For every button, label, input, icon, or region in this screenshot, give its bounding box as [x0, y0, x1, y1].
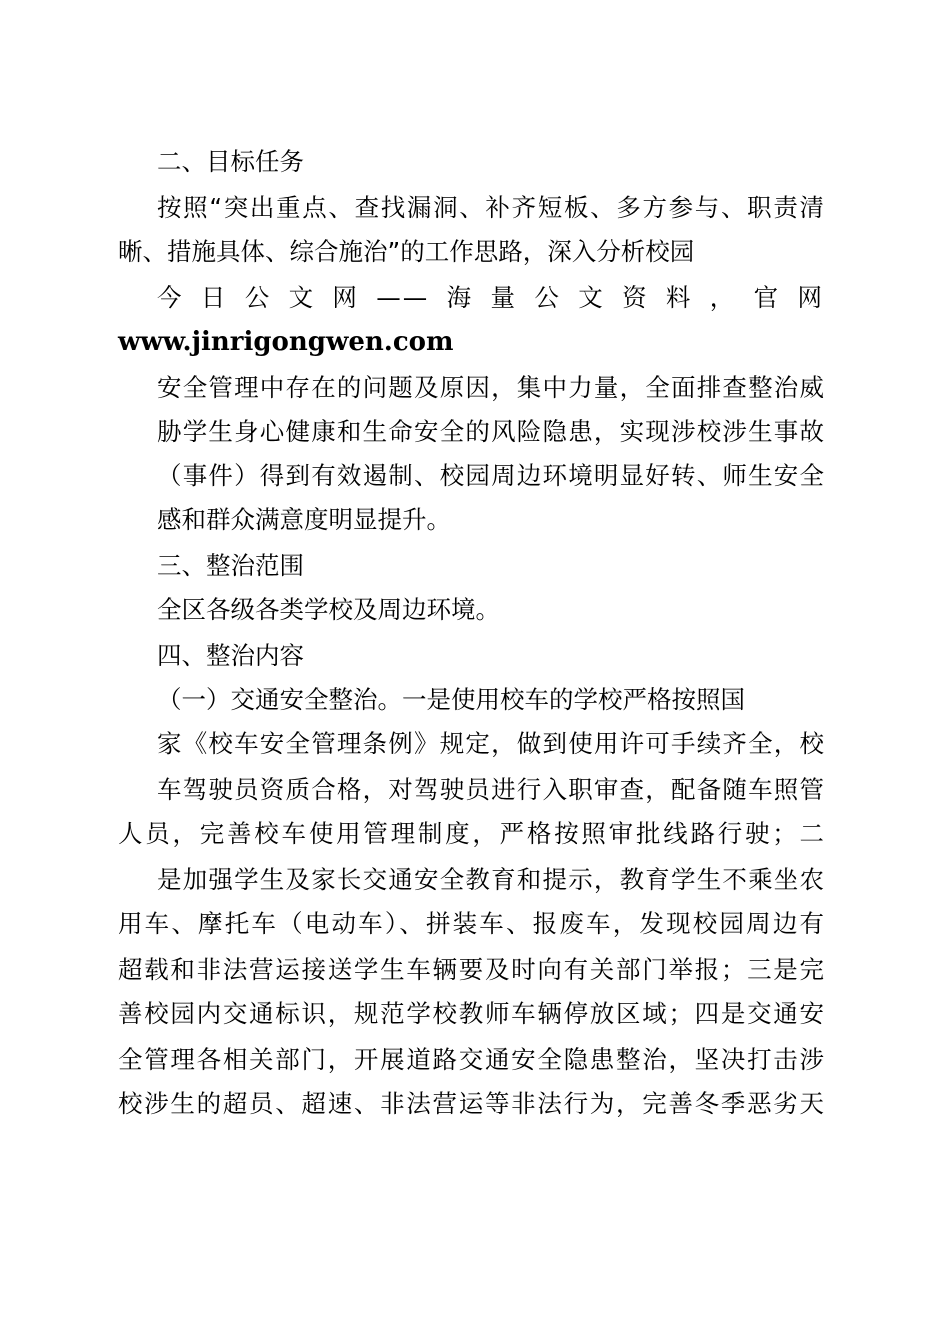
watermark-text: 今日公文网——海量公文资料，官网	[157, 283, 824, 312]
paragraph-line: 感和群众满意度明显提升。	[157, 505, 451, 534]
heading-content: 四、整治内容	[157, 641, 304, 670]
paragraph-line: 善校园内交通标识，规范学校教师车辆停放区域；四是交通安	[118, 999, 824, 1028]
paragraph-line: 全管理各相关部门，开展道路交通安全隐患整治，坚决打击涉	[118, 1045, 824, 1074]
paragraph-line: 超载和非法营运接送学生车辆要及时向有关部门举报；三是完	[118, 955, 824, 984]
heading-goals: 二、目标任务	[157, 147, 304, 176]
paragraph-line: 晰、措施具体、综合施治”的工作思路，深入分析校园	[118, 237, 695, 266]
heading-scope: 三、整治范围	[157, 551, 304, 580]
watermark-url: www.jinrigongwen.com	[118, 327, 454, 357]
paragraph-line: 用车、摩托车（电动车）、拼装车、报废车，发现校园周边有	[118, 909, 824, 938]
paragraph-line: 是加强学生及家长交通安全教育和提示，教育学生不乘坐农	[157, 865, 824, 894]
paragraph-line: 车驾驶员资质合格，对驾驶员进行入职审查，配备随车照管	[157, 775, 824, 804]
paragraph-line: 家《校车安全管理条例》规定，做到使用许可手续齐全，校	[157, 729, 824, 758]
paragraph-line: 安全管理中存在的问题及原因，集中力量，全面排查整治威	[157, 373, 824, 402]
paragraph-line: 人员，完善校车使用管理制度，严格按照审批线路行驶；二	[118, 819, 824, 848]
paragraph-line: 校涉生的超员、超速、非法营运等非法行为，完善冬季恶劣天	[118, 1089, 824, 1118]
paragraph-line: 按照“突出重点、查找漏洞、补齐短板、多方参与、职责清	[157, 193, 824, 222]
paragraph-line: 胁学生身心健康和生命安全的风险隐患，实现涉校涉生事故	[157, 417, 824, 446]
paragraph-line: （事件）得到有效遏制、校园周边环境明显好转、师生安全	[157, 461, 824, 490]
paragraph-line: 全区各级各类学校及周边环境。	[157, 595, 500, 624]
paragraph-line: （一）交通安全整治。一是使用校车的学校严格按照国	[157, 685, 745, 714]
